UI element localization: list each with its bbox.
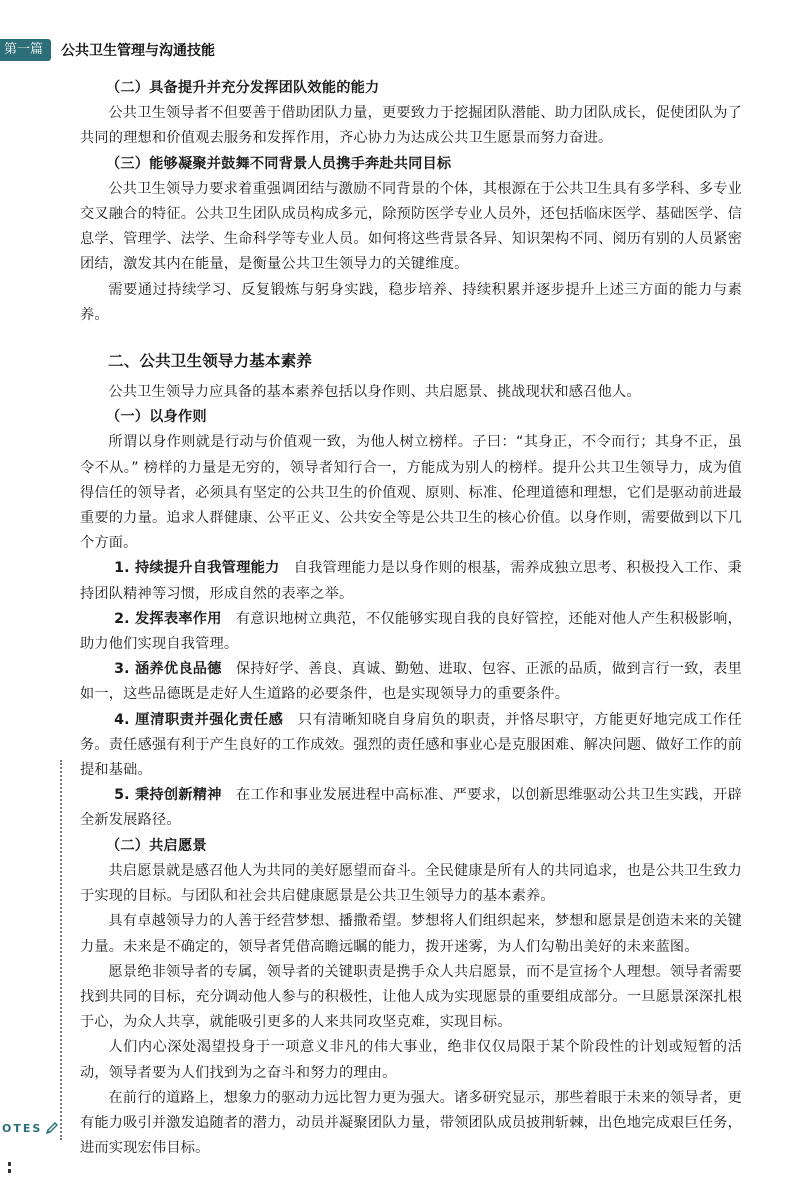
section-heading: （二）具备提升并充分发挥团队效能的能力 [106, 80, 380, 96]
list-item [80, 783, 742, 833]
paragraph: 人们内心深处渴望投身于一项意义非凡的伟大事业，绝非仅仅局限于某个阶段性的计划或短暂的活动，领导者要为人们找到为之奋斗和努力的理由。 [80, 1039, 742, 1081]
list-item-title: 1. 持续提升自我管理能力 [114, 560, 280, 577]
list-item [80, 657, 742, 707]
paragraph: 需要通过持续学习、反复锻炼与躬身实践，稳步培养、持续积累并逐步提升上述三方面的能力与素养。 [80, 281, 742, 323]
margin-dots [8, 1162, 12, 1176]
list-item-text: 保持好学、善良、真诚、勤勉、进取、包容、正派的品质，做到言行一致，表里如一，这些品德既是走好人生道路的必要条件，也是实现领导力的重要条件。 [80, 661, 742, 703]
paragraph: 具有卓越领导力的人善于经营梦想、播撒希望。梦想将人们组织起来，梦想和愿景是创造未来的关键力量。未来是不确定的，领导者凭借高瞻远瞩的能力，拨开迷雾，为人们勾勒出美好的未来蓝图。 [80, 913, 742, 955]
paragraph: 所谓以身作则就是行动与价值观一致，为他人树立榜样。子曰：“其身正，不令而行；其身不正，虽令不从。” 榜样的力量是无穷的，领导者知行合一，方能成为别人的榜样。提升公共卫生领导力，成为值得信任的领导者，必须具有坚定的公共卫生的价值观、原则、标准、伦理道德和理想，它们是驱动前进最重要的力量。追求人群健康、公平正义、公共安全等是公共卫生的核心价值。以身作则，需要做到以下几个方面。 [80, 434, 742, 552]
list-item-text: 只有清晰知晓自身肩负的职责，并恪尽职守，方能更好地完成工作任务。责任感强有利于产生良好的工作成效。强烈的责任感和事业心是克服困难、解决问题、做好工作的前提和基础。 [80, 711, 742, 779]
paragraph: 公共卫生领导者不但要善于借助团队力量，更要致力于挖掘团队潜能、助力团队成长，促使团队为了共同的理想和价值观去服务和发挥作用，齐心协力为达成公共卫生愿景而努力奋进。 [80, 105, 742, 147]
list-item-text: 有意识地树立典范，不仅能够实现自我的良好管控，还能对他人产生积极影响，助力他们实现自我管理。 [80, 610, 742, 653]
list-item-title: 5. 秉持创新精神 [114, 787, 222, 804]
running-header [0, 38, 215, 62]
list-item [80, 556, 742, 606]
section-heading: （一）以身作则 [106, 409, 207, 426]
paragraph: 公共卫生领导力应具备的基本素养包括以身作则、共启愿景、挑战现状和感召他人。 [108, 384, 641, 401]
paragraph: 愿景绝非领导者的专属，领导者的关键职责是携手众人共启愿景，而不是宣扬个人理想。领导者需要找到共同的目标，充分调动他人参与的积极性，让他人成为实现愿景的重要组成部分。一旦愿景深深扎根于心，为众人共享，就能吸引更多的人来共同攻坚克难，实现目标。 [80, 963, 742, 1031]
list-item-title: 4. 厘清职责并强化责任感 [114, 711, 284, 728]
notes-margin-line [60, 760, 62, 1140]
paragraph: 在前行的道路上，想象力的驱动力远比智力更为强大。诸多研究显示，那些着眼于未来的领导者，更有能力吸引并激发追随者的潜力，动员并凝聚团队力量，带领团队成员披荆斩棘，出色地完成艰巨任务，进而实现宏伟目标。 [80, 1089, 742, 1157]
list-item-title: 3. 涵养优良品德 [114, 661, 222, 678]
list-item-title: 2. 发挥表率作用 [114, 610, 222, 627]
book-title: 公共卫生管理与沟通技能 [61, 43, 216, 59]
notes-label [2, 1120, 60, 1136]
list-item [80, 708, 742, 784]
section-heading: （二）共启愿景 [106, 837, 207, 854]
paragraph: 公共卫生领导力要求着重强调团结与激励不同背景的个体，其根源在于公共卫生具有多学科、多专业交叉融合的特征。公共卫生团队成员构成多元，除预防医学专业人员外，还包括临床医学、基础医学、信息学、管理学、法学、生命科学等专业人员。如何将这些背景各异、知识架构不同、阅历有别的人员紧密团结，激发其内在能量，是衡量公共卫生领导力的关键维度。 [80, 180, 742, 273]
list-item [80, 607, 742, 657]
section-heading: （三）能够凝聚并鼓舞不同背景人员携手奔赴共同目标 [106, 155, 452, 172]
page-body [80, 76, 742, 1161]
pencil-icon [44, 1120, 60, 1136]
list-item-text: 在工作和事业发展进程中高标准、严要求，以创新思维驱动公共卫生实践，开辟全新发展路径。 [80, 787, 742, 829]
part-tag: 第一篇 [0, 39, 51, 61]
notes-text: OTES [2, 1121, 43, 1135]
paragraph: 共启愿景就是感召他人为共同的美好愿望而奋斗。全民健康是所有人的共同追求，也是公共卫生致力于实现的目标。与团队和社会共启健康愿景是公共卫生领导力的基本素养。 [80, 862, 742, 905]
chapter-subtitle: 二、公共卫生领导力基本素养 [108, 352, 313, 371]
list-item-text: 自我管理能力是以身作则的根基，需养成独立思考、积极投入工作、秉持团队精神等习惯，形成自然的表率之举。 [80, 560, 742, 602]
